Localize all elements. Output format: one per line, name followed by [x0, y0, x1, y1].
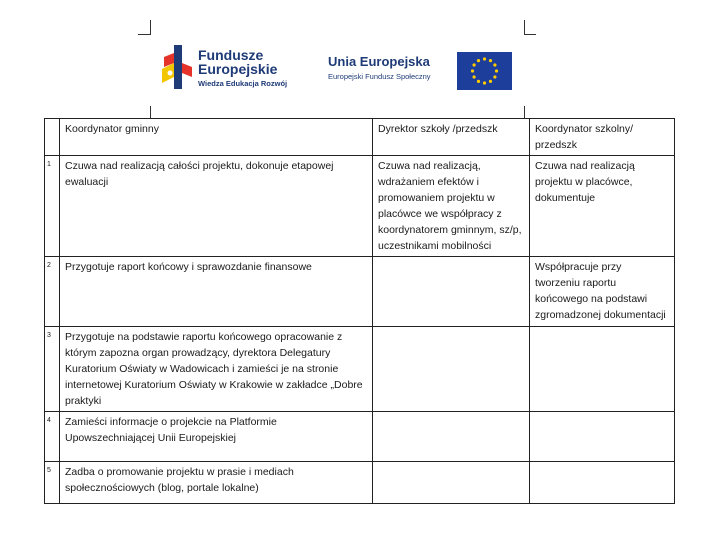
cell-koordynator-gminny: Przygotuje na podstawie raportu końcowego opracowanie z którym zapozna organ prowadzący, dyrektora Delegatury Kuratorium Oświaty w Wadowicach i zamieści je na stronie internetowej Kuratorium Oświaty w Krakowie w zakładce „Dobre praktyki [60, 327, 373, 412]
row-number: 2 [45, 257, 60, 327]
table-row [45, 412, 675, 462]
header-koordynator-szkolny: Koordynator szkolny/ przedszk [530, 119, 675, 156]
cell-koordynator-gminny: Przygotuje raport końcowy i sprawozdanie finansowe [60, 257, 373, 327]
ue-title: Unia Europejska [328, 54, 430, 69]
cell-dyrektor [373, 327, 530, 412]
row-number: 1 [45, 156, 60, 257]
cell-koordynator-gminny: Czuwa nad realizacją całości projektu, dokonuje etapowej ewaluacji [60, 156, 373, 257]
table-header-row [45, 119, 675, 156]
cell-koordynator-szkolny [530, 412, 675, 462]
eu-flag-icon [457, 52, 512, 90]
cell-koordynator-szkolny: Czuwa nad realizacją projektu w placówce, dokumentuje [530, 156, 675, 257]
header-koordynator-gminny: Koordynator gminny [60, 119, 373, 156]
cell-koordynator-szkolny [530, 462, 675, 504]
table-row [45, 156, 675, 257]
header-dyrektor: Dyrektor szkoły /przedszk [373, 119, 530, 156]
cell-koordynator-gminny: Zamieści informacje o projekcie na Platformie Upowszechniającej Unii Europejskiej [60, 412, 373, 462]
header-num [45, 119, 60, 156]
crop-mark-top-right-v [524, 20, 525, 35]
cell-koordynator-szkolny: Współpracuje przy tworzeniu raportu końcowego na podstawi zgromadzonej dokumentacji [530, 257, 675, 327]
header-logos [160, 40, 520, 100]
cell-dyrektor [373, 257, 530, 327]
fe-line2: Europejskie [198, 61, 278, 77]
table-row [45, 327, 675, 412]
fe-subtitle: Wiedza Edukacja Rozwój [198, 79, 288, 88]
cell-dyrektor [373, 412, 530, 462]
cell-dyrektor: Czuwa nad realizacją, wdrażaniem efektów i promowaniem projektu w placówce we współpracy z koordynatorem gminnym, sz/p, uczestnikami mobilności [373, 156, 530, 257]
fe-line1: Fundusze [198, 47, 264, 63]
cell-dyrektor [373, 462, 530, 504]
row-number: 5 [45, 462, 60, 504]
table-row [45, 462, 675, 504]
cell-koordynator-szkolny [530, 327, 675, 412]
crop-mark-top-left-h [138, 34, 151, 35]
crop-mark-top-right-h [524, 34, 536, 35]
responsibilities-table [44, 118, 675, 504]
crop-mark-top-left-v [150, 20, 151, 35]
fundusze-europejskie-wordmark [198, 48, 287, 88]
row-number: 3 [45, 327, 60, 412]
cell-koordynator-gminny: Zadba o promowanie projektu w prasie i mediach społecznościowych (blog, portale lokalne) [60, 462, 373, 504]
row-number: 4 [45, 412, 60, 462]
unia-europejska-wordmark [328, 54, 431, 81]
crop-mark-bottom-right-v [524, 106, 525, 118]
table-row [45, 257, 675, 327]
ue-subtitle: Europejski Fundusz Społeczny [328, 72, 431, 81]
fundusze-europejskie-logo-icon [160, 43, 194, 93]
crop-mark-bottom-left-v [150, 106, 151, 118]
